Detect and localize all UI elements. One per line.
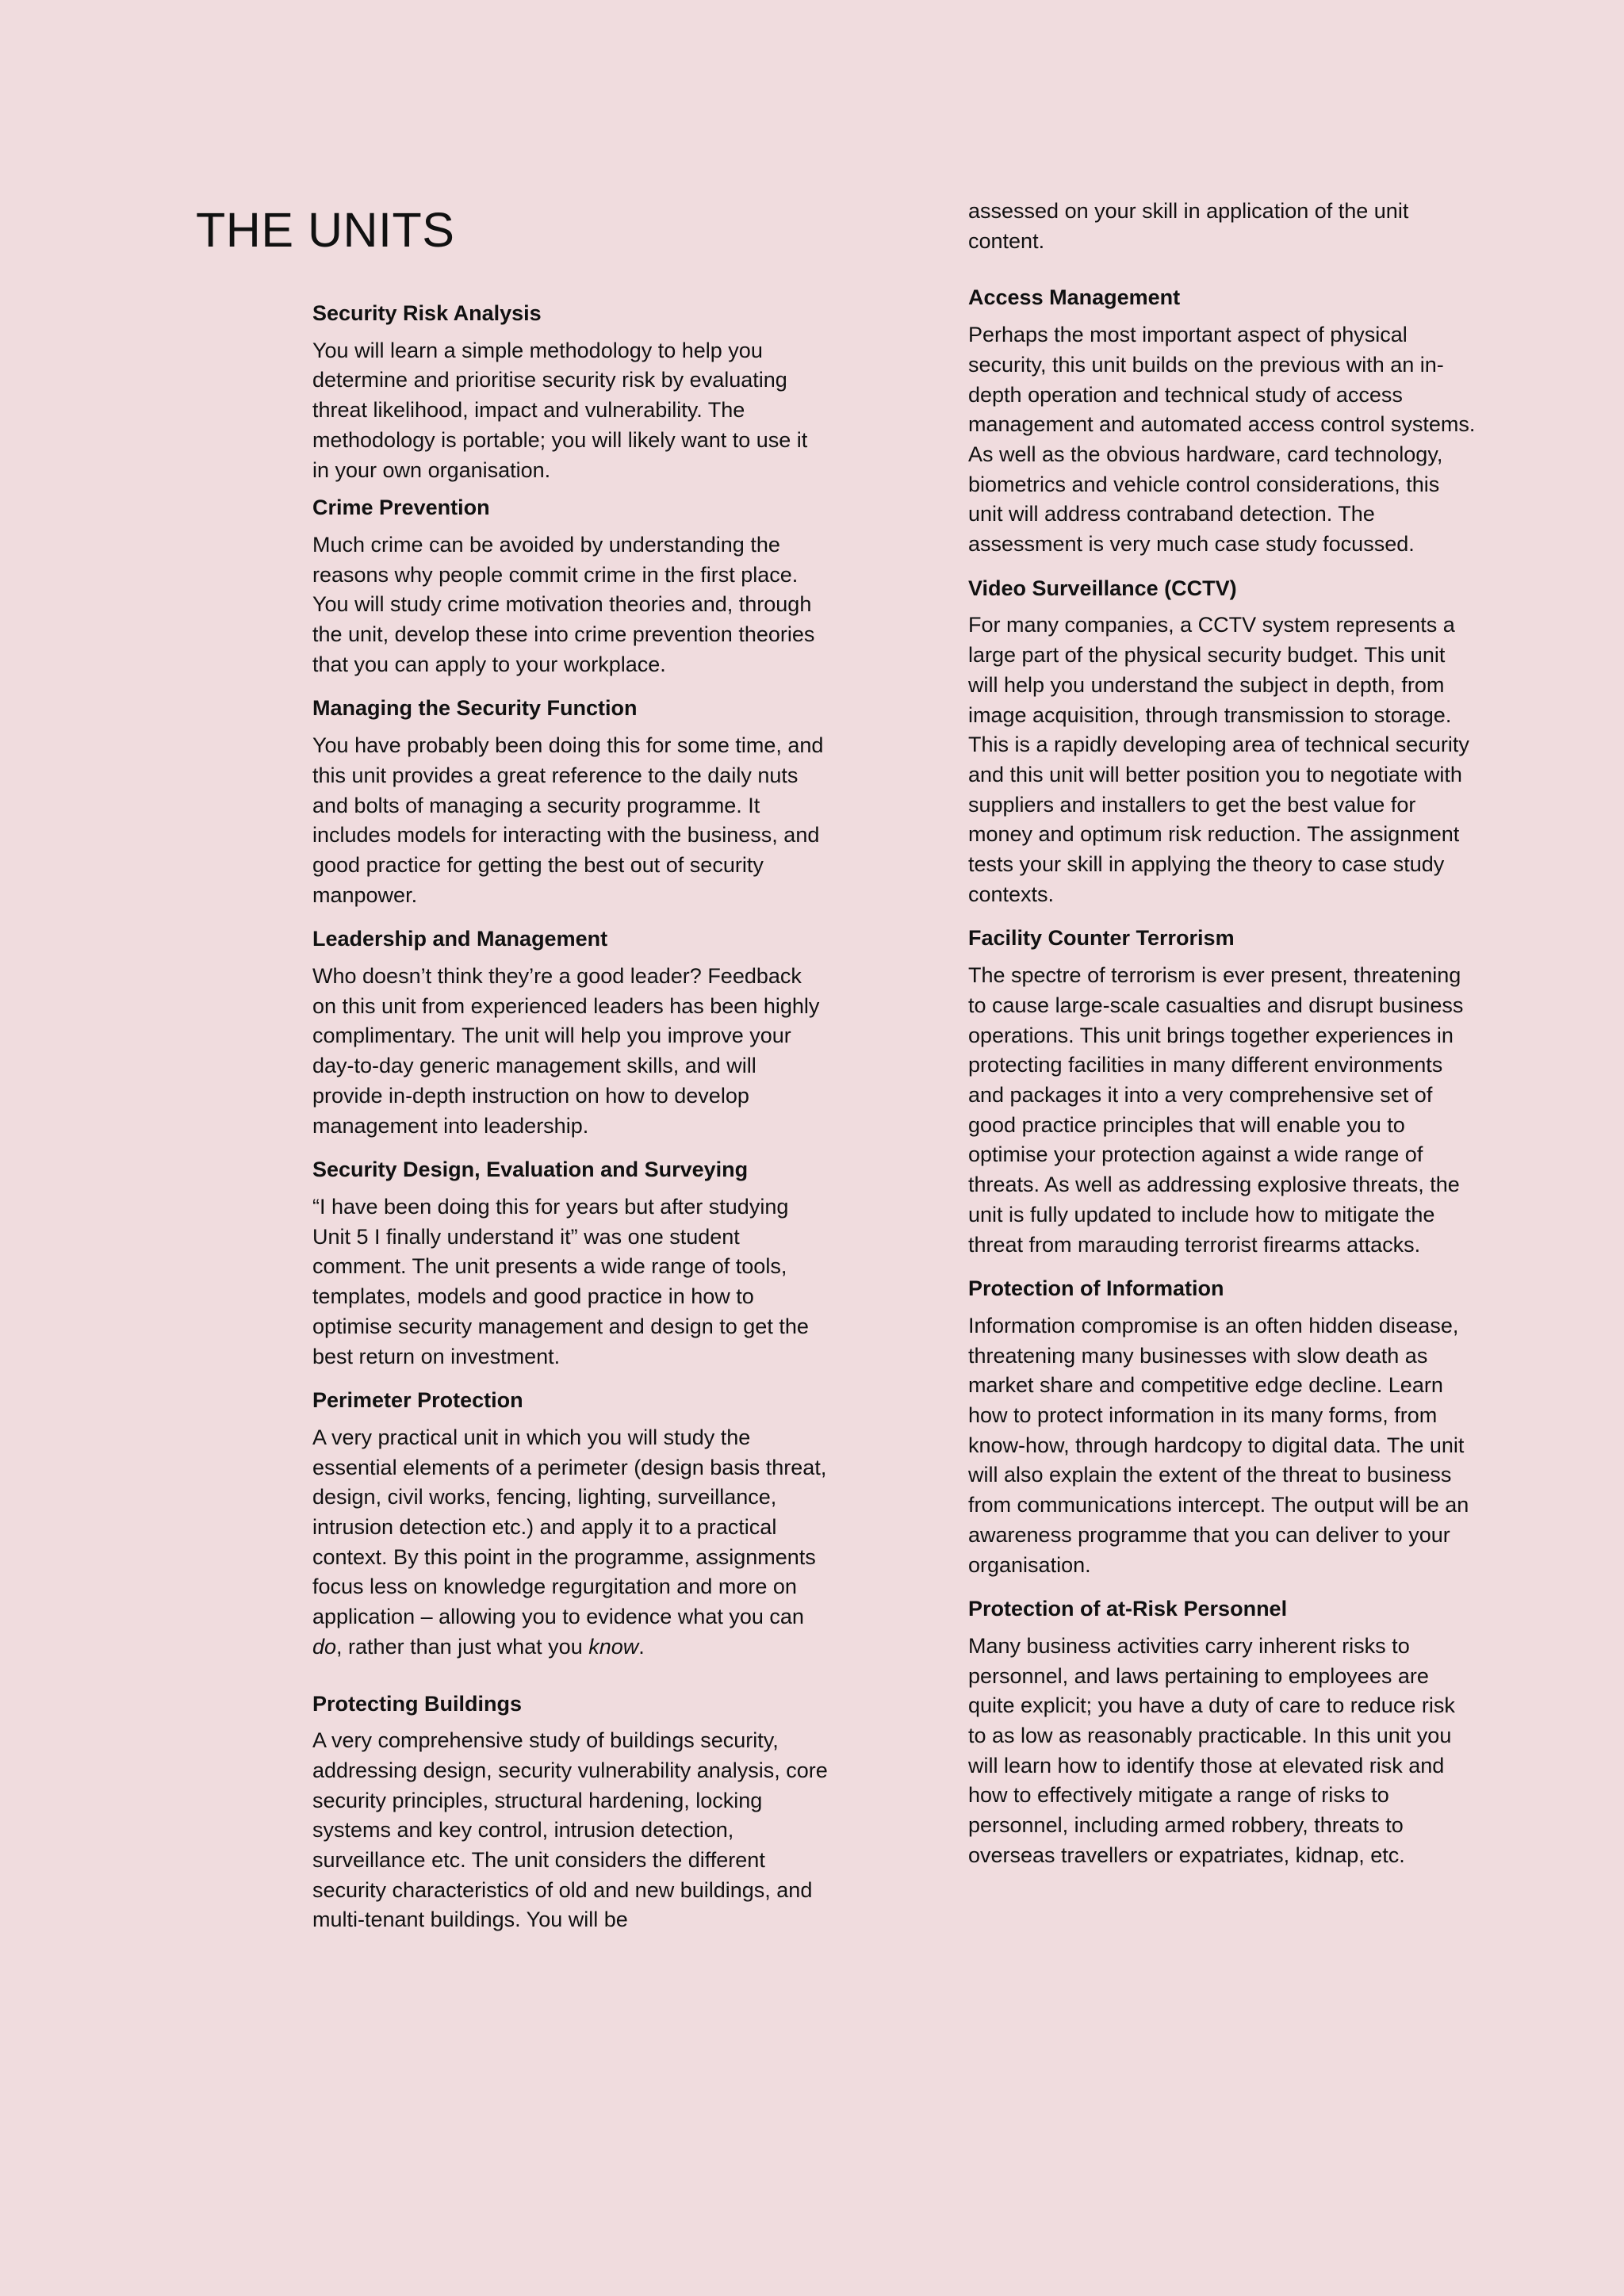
- unit-crime-prevention: [312, 493, 828, 679]
- text-run: .: [638, 1634, 645, 1659]
- unit-heading: Protection of Information: [968, 1276, 1224, 1301]
- text-run: , rather than just what you: [336, 1634, 589, 1659]
- unit-description: You have probably been doing this for some time, and this unit provides a great reference to the daily nuts and bolts of managing a security programme. It includes models for interacting with the business, and good practice for getting the best out of security manpower.: [312, 733, 824, 907]
- unit-description: Many business activities carry inherent risks to personnel, and laws pertaining to employees are quite explicit; you have a duty of care to reduce risk to as low as reasonably practicable. In this unit you will learn how to identify those at elevated risk and how to effectively mitigate a range of risks to personnel, including armed robbery, threats to overseas travellers or expatriates, kidnap, etc.: [968, 1633, 1455, 1867]
- emphasis-text: do: [312, 1634, 337, 1659]
- unit-description: Who doesn’t think they’re a good leader? Feedback on this unit from experienced leaders has been highly complimentary. The unit will help you improve your day-to-day generic management skills, and will provide in-depth instruction on how to develop management into leadership.: [312, 964, 820, 1138]
- unit-protection-of-information: [968, 1274, 1476, 1580]
- unit-heading: Protection of at-Risk Personnel: [968, 1597, 1288, 1621]
- unit-heading: Managing the Security Function: [312, 696, 638, 721]
- unit-description: Perhaps the most important aspect of physical security, this unit builds on the previous with an in-depth operation and technical study of access management and automated access control systems. As well as the obvious hardware, card technology, biometrics and vehicle control considerations, this unit will address contraband detection. The assessment is very much case study focussed.: [968, 323, 1476, 557]
- unit-security-design: [312, 1155, 828, 1372]
- unit-leadership-management: [312, 924, 828, 1141]
- unit-heading: Security Risk Analysis: [312, 301, 542, 325]
- unit-protecting-buildings: [312, 1689, 828, 1936]
- unit-heading: Facility Counter Terrorism: [968, 926, 1235, 951]
- unit-facility-counter-terrorism: [968, 924, 1476, 1260]
- unit-access-management: [968, 283, 1476, 559]
- unit-heading: Perimeter Protection: [312, 1388, 523, 1413]
- unit-description: “I have been doing this for years but after studying Unit 5 I finally understand it” was one student comment. The unit presents a wide range of tools, templates, models and good practice in how to optimise security management and design to get the best return on investment.: [312, 1194, 809, 1368]
- unit-description: The spectre of terrorism is ever present, threatening to cause large-scale casualties and disrupt business operations. This unit brings together experiences in protecting facilities in many different environments and packages it into a very comprehensive set of good practice principles that will enable you to optimise your protection against a wide range of threats. As well as addressing explosive threats, the unit is fully updated to include how to mitigate the threat from marauding terrorist firearms attacks.: [968, 963, 1464, 1257]
- unit-description: For many companies, a CCTV system represents a large part of the physical security budget. This unit will help you understand the subject in depth, from image acquisition, through transmission to storage. This is a rapidly developing area of technical security and this unit will better position you to negotiate with suppliers and installers to get the best value for money and optimum risk reduction. The assignment tests your skill in applying the theory to case study contexts.: [968, 613, 1469, 906]
- unit-protection-at-risk-personnel: [968, 1594, 1476, 1870]
- unit-description: Information compromise is an often hidden disease, threatening many businesses with slow death as market share and competitive edge decline. Learn how to protect information in its many forms, from know-how, through hardcopy to digital data. The unit will also explain the extent of the threat to business from communications intercept. The output will be an awareness programme that you can deliver to your organisation.: [968, 1313, 1469, 1577]
- unit-description: Much crime can be avoided by understanding the reasons why people commit crime in the first place. You will study crime motivation theories and, through the unit, develop these into crime prevention theories that you can apply to your workplace.: [312, 532, 815, 676]
- right-column: [968, 197, 1476, 1885]
- continued-text: assessed on your skill in application of the unit content.: [968, 199, 1409, 253]
- text-run: A very practical unit in which you will study the essential elements of a perimeter (design basis threat, design, civil works, fencing, lighting, surveillance, intrusion detection etc.) and apply it to a practical context. By this point in the programme, assignments focus less on knowledge regurgitation and more on application – allowing you to evidence what you can: [312, 1425, 827, 1629]
- unit-managing-security-function: [312, 694, 828, 910]
- left-column: [312, 299, 828, 1950]
- unit-heading: Protecting Buildings: [312, 1691, 523, 1716]
- unit-heading: Video Surveillance (CCTV): [968, 576, 1237, 600]
- unit-description: You will learn a simple methodology to help you determine and prioritise security risk by evaluating threat likelihood, impact and vulnerability. The methodology is portable; you will likely want to use it in your own organisation.: [312, 338, 808, 482]
- emphasis-text: know: [588, 1634, 639, 1659]
- unit-heading: Leadership and Management: [312, 927, 608, 951]
- unit-perimeter-protection: [312, 1386, 828, 1662]
- unit-heading: Access Management: [968, 285, 1181, 310]
- unit-security-risk-analysis: [312, 299, 828, 485]
- unit-description: A very comprehensive study of buildings security, addressing design, security vulnerability analysis, core security principles, structural hardening, locking systems and key control, intrusion detection, surveillance etc. The unit considers the different security characteristics of old and new buildings, and multi-tenant buildings. You will be: [312, 1728, 828, 1932]
- unit-heading: Security Design, Evaluation and Surveying: [312, 1158, 749, 1182]
- unit-description: [312, 1423, 828, 1663]
- unit-video-surveillance: [968, 574, 1476, 910]
- page-title: THE UNITS: [196, 203, 455, 257]
- unit-heading: Crime Prevention: [312, 496, 490, 520]
